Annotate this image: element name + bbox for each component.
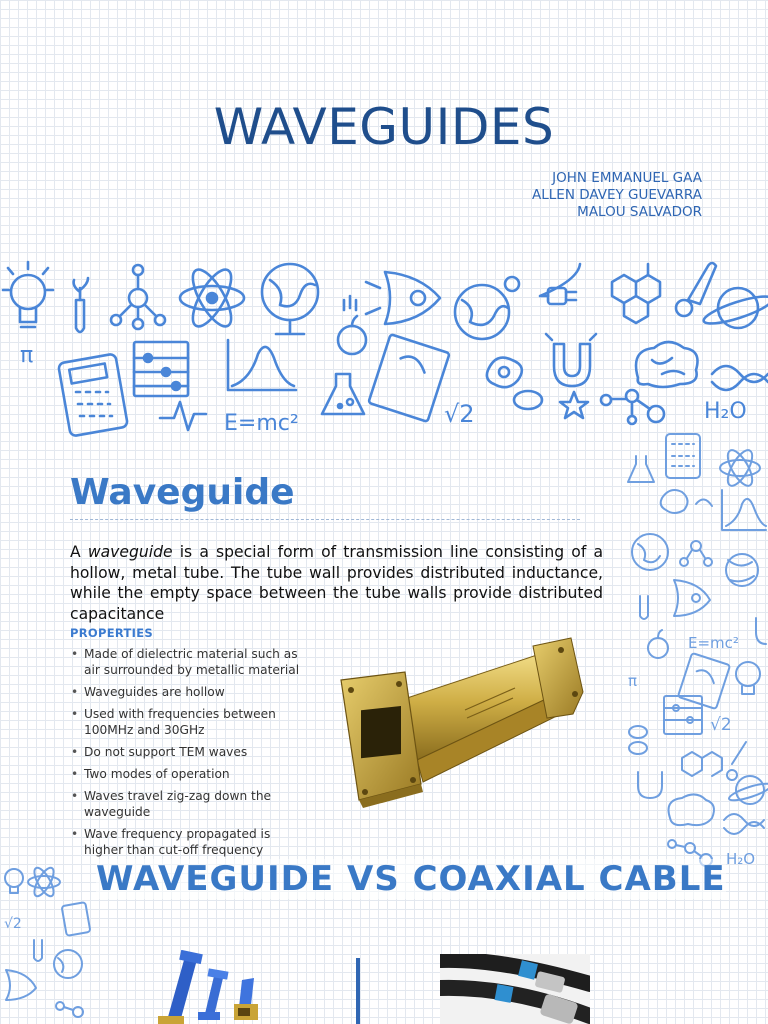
hexagon-molecule-icon bbox=[612, 264, 660, 323]
root2-symbol: √2 bbox=[4, 916, 22, 932]
science-doodles-left bbox=[0, 860, 96, 1024]
vertical-divider bbox=[356, 958, 360, 1024]
definition-prefix: A bbox=[70, 543, 88, 561]
earth-icon bbox=[455, 277, 519, 339]
pi-symbol: π bbox=[628, 672, 638, 690]
dna-icon bbox=[712, 366, 768, 390]
test-tube-icon bbox=[640, 596, 648, 619]
test-tube-icon bbox=[34, 940, 42, 961]
notebook-icon bbox=[678, 653, 730, 709]
star-icon bbox=[560, 392, 588, 418]
blue-waveguides-photo bbox=[150, 950, 280, 1024]
magnet-icon bbox=[638, 772, 662, 798]
list-item: • Made of dielectric material such as air surrounded by metallic material bbox=[70, 646, 310, 678]
flask-icon bbox=[322, 374, 364, 414]
rocket-icon bbox=[6, 970, 36, 1000]
bacteria-icon bbox=[629, 726, 647, 754]
pi-symbol: π bbox=[20, 343, 34, 368]
molecule-icon bbox=[680, 541, 712, 566]
science-doodles-right bbox=[600, 420, 768, 890]
coaxial-cable-photo bbox=[440, 954, 590, 1024]
pulse-icon bbox=[160, 402, 206, 430]
calculator-icon bbox=[666, 434, 700, 478]
section-heading: Waveguide bbox=[70, 472, 295, 513]
h2o-formula: H₂O bbox=[704, 399, 747, 424]
author-name: MALOU SALVADOR bbox=[577, 204, 702, 220]
calculator-icon bbox=[58, 354, 128, 437]
rocket-icon bbox=[674, 580, 710, 616]
planet-icon bbox=[726, 554, 758, 586]
bacteria-icon bbox=[661, 490, 712, 513]
planet-icon bbox=[701, 288, 768, 329]
definition-paragraph bbox=[70, 542, 603, 624]
bacteria-icon bbox=[487, 358, 542, 409]
bell-curve-icon bbox=[228, 340, 296, 390]
rocket-icon bbox=[366, 272, 440, 324]
hexagon-molecule-icon bbox=[682, 752, 722, 776]
apple-icon bbox=[648, 630, 668, 658]
bell-curve-icon bbox=[722, 490, 766, 530]
globe-icon bbox=[54, 950, 82, 978]
calculator-icon bbox=[62, 902, 91, 936]
author-name: JOHN EMMANUEL GAA bbox=[552, 170, 702, 186]
atom-icon bbox=[180, 264, 244, 331]
list-item: • Waveguides are hollow bbox=[70, 684, 310, 700]
brain-icon bbox=[636, 342, 698, 387]
properties-heading: PROPERTIES bbox=[70, 626, 153, 640]
lightbulb-icon bbox=[736, 662, 760, 694]
root2-symbol: √2 bbox=[710, 715, 732, 735]
test-tube-icon bbox=[74, 278, 88, 332]
plug-icon bbox=[540, 264, 580, 304]
comparison-heading: WAVEGUIDE VS COAXIAL CABLE bbox=[96, 859, 726, 899]
h2o-formula: H₂O bbox=[726, 850, 756, 868]
list-item: • Wave frequency propagated is higher than cut-off frequency bbox=[70, 826, 310, 858]
flask-icon bbox=[628, 456, 654, 482]
properties-list bbox=[70, 646, 310, 866]
list-item: • Do not support TEM waves bbox=[70, 744, 310, 760]
globe-icon bbox=[632, 534, 668, 570]
atom-icon bbox=[720, 447, 760, 490]
dna-icon bbox=[724, 814, 764, 834]
magnet-icon bbox=[546, 334, 596, 386]
list-item: • Waves travel zig-zag down the waveguide bbox=[70, 788, 310, 820]
list-item: • Two modes of operation bbox=[70, 766, 310, 782]
dashed-divider bbox=[70, 519, 580, 520]
emc2-formula: E=mc² bbox=[224, 411, 299, 436]
notebook-icon bbox=[368, 334, 449, 422]
brain-icon bbox=[669, 794, 715, 825]
atom-icon bbox=[28, 865, 60, 899]
slide-title: WAVEGUIDES bbox=[213, 98, 555, 156]
author-name: ALLEN DAVEY GUEVARRA bbox=[532, 187, 702, 203]
abacus-icon bbox=[134, 342, 188, 396]
waveguide-photo bbox=[325, 632, 585, 827]
emc2-formula: E=mc² bbox=[688, 634, 739, 652]
magnet-icon bbox=[756, 618, 766, 644]
root2-symbol: √2 bbox=[444, 400, 475, 428]
lightbulb-icon bbox=[3, 262, 53, 327]
lightbulb-icon bbox=[5, 869, 23, 893]
molecule-icon bbox=[111, 265, 165, 329]
definition-body: is a special form of transmission line consisting of a hollow, metal tube. The tube wall provides distributed inductance, while the empty space between the tube walls provide distributed capacitance bbox=[70, 543, 604, 623]
molecule-chain-icon bbox=[601, 390, 664, 424]
thermometer-icon bbox=[727, 742, 746, 780]
molecule-icon bbox=[56, 1002, 83, 1017]
list-item: • Used with frequencies between 100MHz and 30GHz bbox=[70, 706, 310, 738]
apple-icon bbox=[338, 296, 366, 354]
author-list bbox=[532, 170, 702, 221]
globe-icon bbox=[262, 264, 318, 334]
definition-term: waveguide bbox=[87, 543, 173, 561]
thermometer-icon bbox=[676, 263, 716, 316]
